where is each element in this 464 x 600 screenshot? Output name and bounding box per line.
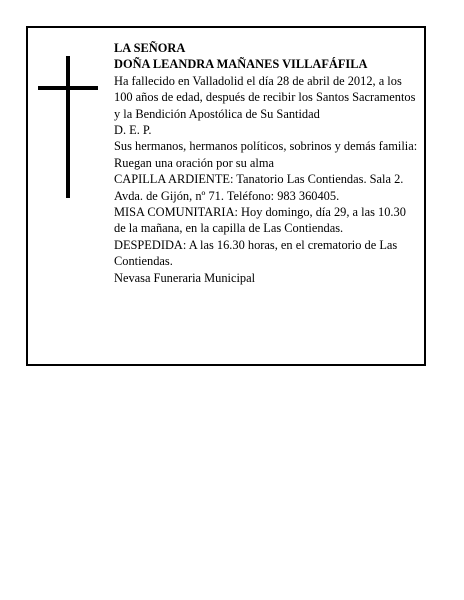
- cross-horizontal-bar: [38, 86, 98, 90]
- prayer-request: Ruegan una oración por su alma: [114, 155, 274, 170]
- obituary-notice: [26, 26, 426, 366]
- chapel-info: CAPILLA ARDIENTE: Tanatorio Las Contiendas. Sala 2. Avda. de Gijón, nº 71. Teléfono: 983 360405.: [114, 172, 404, 203]
- mass-info: MISA COMUNITARIA: Hoy domingo, día 29, a las 10.30 de la mañana, en la capilla de Las Contiendas.: [114, 205, 406, 236]
- cross-icon: [38, 56, 98, 198]
- deceased-name: DOÑA LEANDRA MAÑANES VILLAFÁFILA: [114, 57, 368, 72]
- family-text: Sus hermanos, hermanos políticos, sobrinos y demás familia:: [114, 139, 418, 154]
- notice-title: LA SEÑORA: [114, 41, 186, 55]
- notice-text: [114, 40, 418, 286]
- dep-text: D. E. P.: [114, 123, 152, 138]
- funeral-home: Nevasa Funeraria Municipal: [114, 270, 256, 285]
- passing-announcement: Ha fallecido en Valladolid el día 28 de abril de 2012, a los 100 años de edad, después de recibir los Santos Sacramentos y la Bendición Apostólica de Su Santidad: [114, 73, 416, 121]
- farewell-info: DESPEDIDA: A las 16.30 horas, en el crematorio de Las Contiendas.: [114, 237, 398, 269]
- cross-vertical-bar: [66, 56, 70, 198]
